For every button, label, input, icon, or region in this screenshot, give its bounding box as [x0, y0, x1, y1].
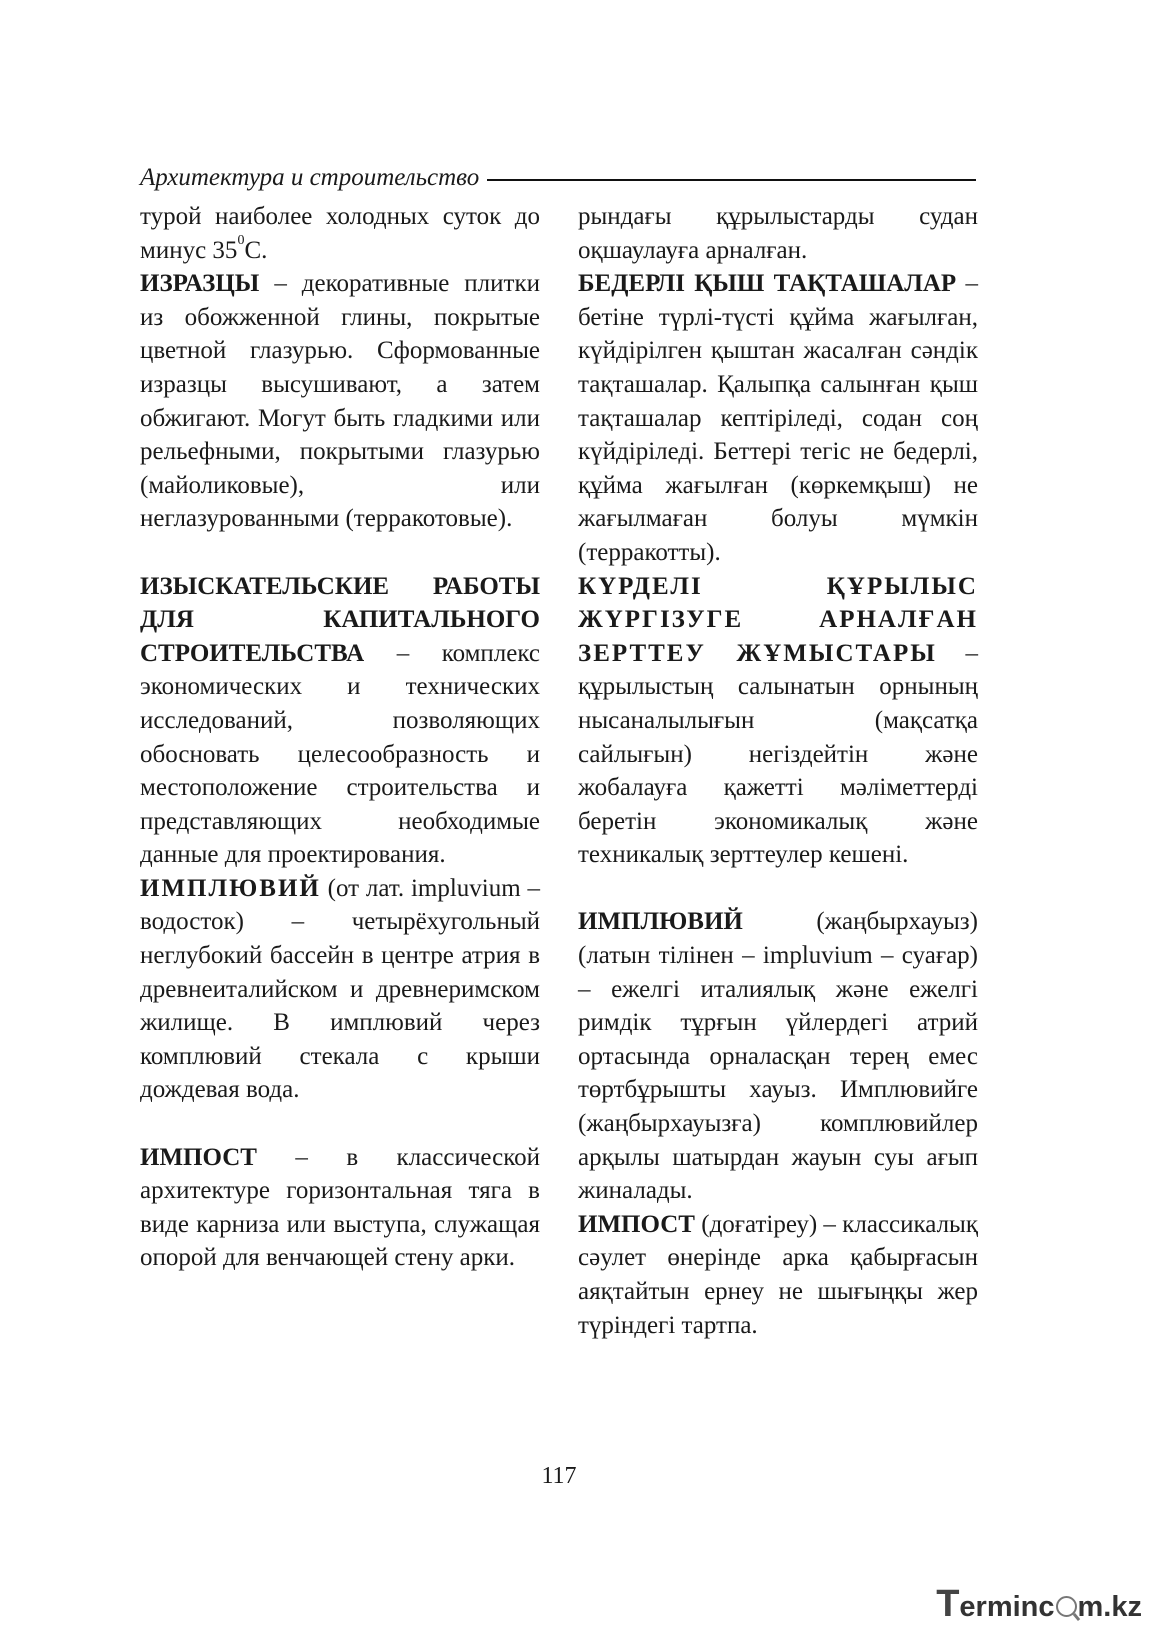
- watermark-text: erminc: [959, 1591, 1055, 1623]
- header-rule: [487, 179, 976, 181]
- entry-impost-kz: [578, 1208, 978, 1342]
- entry-definition: (жаңбырхауыз) (латын тілінен – impluvium – суағар) – ежелгі италиялық және ежелгі римдік тұрғын үйлердегі атрий ортасында орналасқан терең емес төртбұрышты хауыз. Имплювийге (жаңбырхауызға) комплювийлер арқылы шатырдан жауын суы ағып жиналады.: [578, 908, 978, 1205]
- entry-term: ИМПЛЮВИЙ: [140, 874, 321, 902]
- entry-definition: – декоративные плитки из обожженной глины, покрытые цветной глазурью. Сформованные изразцы высушивают, а затем обжигают. Могут быть гладкими или рельефными, покрытыми глазурью (майоликовые), или неглазурованными (терракотовые).: [140, 270, 540, 533]
- entry-definition: – в классической архитектуре горизонтальная тяга в виде карниза или выступа, служащая опорой для венчающей стену арки.: [140, 1143, 540, 1272]
- watermark-domain: m.kz: [1077, 1591, 1142, 1623]
- page-number: 117: [541, 1463, 577, 1489]
- watermark-letter: T: [936, 1583, 960, 1625]
- entry-impluviy-kz: [578, 905, 978, 1207]
- entry-impost: [140, 1141, 540, 1275]
- entry-definition: – бетіне түрлі-түсті құйма жағылған, күйдірілген қыштан жасалған сәндік тақташалар. Қалыпқа салынған қыш тақташалар кептіріледі, содан соң күйдіріледі. Беттері тегіс не бедерлі, құйма жағылған (көркемқыш) не жағылмаған болуы мүмкін (терракотты).: [578, 270, 978, 566]
- entry-definition: (от лат. impluvium – водосток) – четырёхугольный неглубокий бассейн в центре атрия в древнеиталийском и древнеримском жилище. В имплювий через комплювий стекала с крыши дождевая вода.: [140, 874, 540, 1104]
- entry-impluviy: [140, 872, 540, 1107]
- running-header: [140, 158, 976, 198]
- entry-term: КҮРДЕЛІ ҚҰРЫЛЫС ЖҮРГІЗУГЕ АРНАЛҒАН ЗЕРТТЕУ ЖҰМЫСТАРЫ: [578, 572, 978, 667]
- entry-term: ИМПЛЮВИЙ: [578, 908, 743, 936]
- entry-definition: (доғатіреу) – классикалық сәулет өнерінде арка қабырғасын аяқтайтын ернеу не шығыңқы жер түріндегі тартпа.: [578, 1210, 978, 1339]
- right-column: [578, 200, 978, 1342]
- left-column: [140, 200, 540, 1275]
- magnifier-icon: [1056, 1596, 1077, 1617]
- entry-kurdeli-qurylys: [578, 570, 978, 872]
- entry-term: ИМПОСТ: [140, 1143, 257, 1171]
- continuation-text: рындағы құрылыстарды судан оқшаулауға арналған.: [578, 203, 978, 264]
- entry-term: ИМПОСТ: [578, 1210, 695, 1238]
- entry-izyskatelskie-raboty: [140, 570, 540, 872]
- termincom-watermark: [936, 1583, 1142, 1626]
- entry-term: БЕДЕРЛІ ҚЫШ ТАҚТАШАЛАР: [578, 270, 957, 298]
- entry-bederli-qysh: [578, 267, 978, 569]
- header-title: Архитектура и строительство: [140, 164, 480, 191]
- continuation-text: турой наиболее холодных суток до минус $35^0С$.: [140, 203, 540, 264]
- degree-superscript: 0: [237, 232, 245, 248]
- entry-definition: – комплекс экономических и технических исследований, позволяющих обосновать целесообразность и местоположение строительства и представляющих необходимые данные для проектирования.: [140, 639, 540, 869]
- entry-definition: – құрылыстың салынатын орнының нысаналылығын (мақсатқа сайлығын) негіздейтін және жобалауға қажетті мәліметтерді беретін экономикалық және техникалық зерттеулер кешені.: [578, 639, 978, 869]
- entry-term: ИЗЫСКАТЕЛЬСКИЕ РАБОТЫ ДЛЯ КАПИТАЛЬНОГО СТРОИТЕЛЬСТВА: [140, 572, 540, 667]
- entry-izrazcy: [140, 267, 540, 536]
- entry-term: ИЗРАЗЦЫ: [140, 270, 260, 298]
